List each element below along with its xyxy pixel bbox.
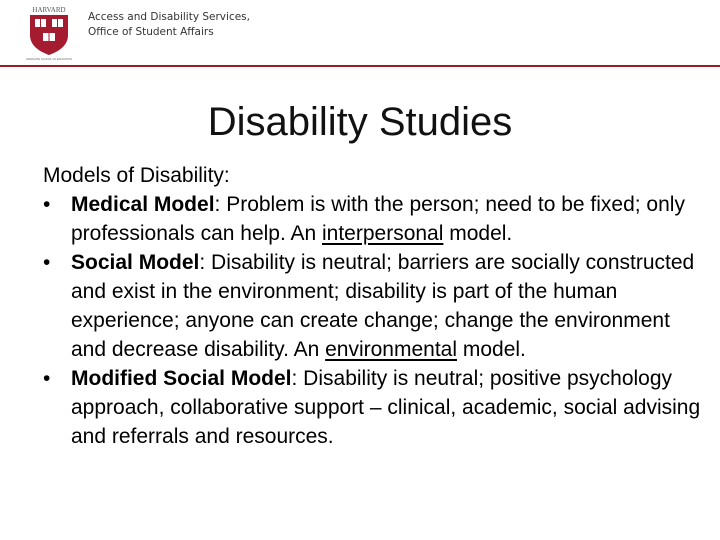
list-item-modified-social-model	[43, 364, 703, 451]
slide-header	[0, 0, 720, 66]
bullet-icon: •	[43, 193, 51, 216]
logo-text-top: HARVARD	[32, 6, 66, 14]
intro-text: Models of Disability:	[43, 164, 230, 187]
term-label: Social Model	[71, 251, 200, 274]
item-text-end: model.	[457, 338, 526, 361]
list-item-social-model	[43, 248, 703, 364]
org-name	[88, 10, 250, 40]
harvard-shield-icon	[24, 5, 74, 61]
header-rule	[0, 65, 720, 67]
item-text: : Disability is neutral; barriers are socially constructed and exist in the environment; disability is part of the human experience; anyone can create change; change the environment and decrease disability. An	[71, 251, 695, 361]
item-text-end: model.	[443, 222, 513, 245]
item-text: : Disability is neutral; positive psychology approach, collaborative support – clinical, academic, social advising and referrals and resources.	[71, 367, 701, 448]
logo-text-bottom: GRADUATE SCHOOL OF EDUCATION	[26, 58, 72, 61]
list-item-medical-model	[43, 190, 703, 248]
underlined-term: interpersonal	[322, 222, 444, 245]
term-label: Medical Model	[71, 193, 215, 216]
org-line-2: Office of Student Affairs	[88, 26, 214, 38]
term-label: Modified Social Model	[71, 367, 292, 390]
bullet-list	[43, 190, 703, 451]
org-line-1: Access and Disability Services,	[88, 11, 250, 23]
slide-body	[43, 161, 703, 451]
slide-title: Disability Studies	[207, 100, 513, 144]
item-text: : Problem is with the person; need to be fixed; only professionals can help. An	[71, 193, 685, 245]
bullet-icon: •	[43, 367, 51, 390]
underlined-term: environmental	[325, 338, 458, 361]
bullet-icon: •	[43, 251, 51, 274]
